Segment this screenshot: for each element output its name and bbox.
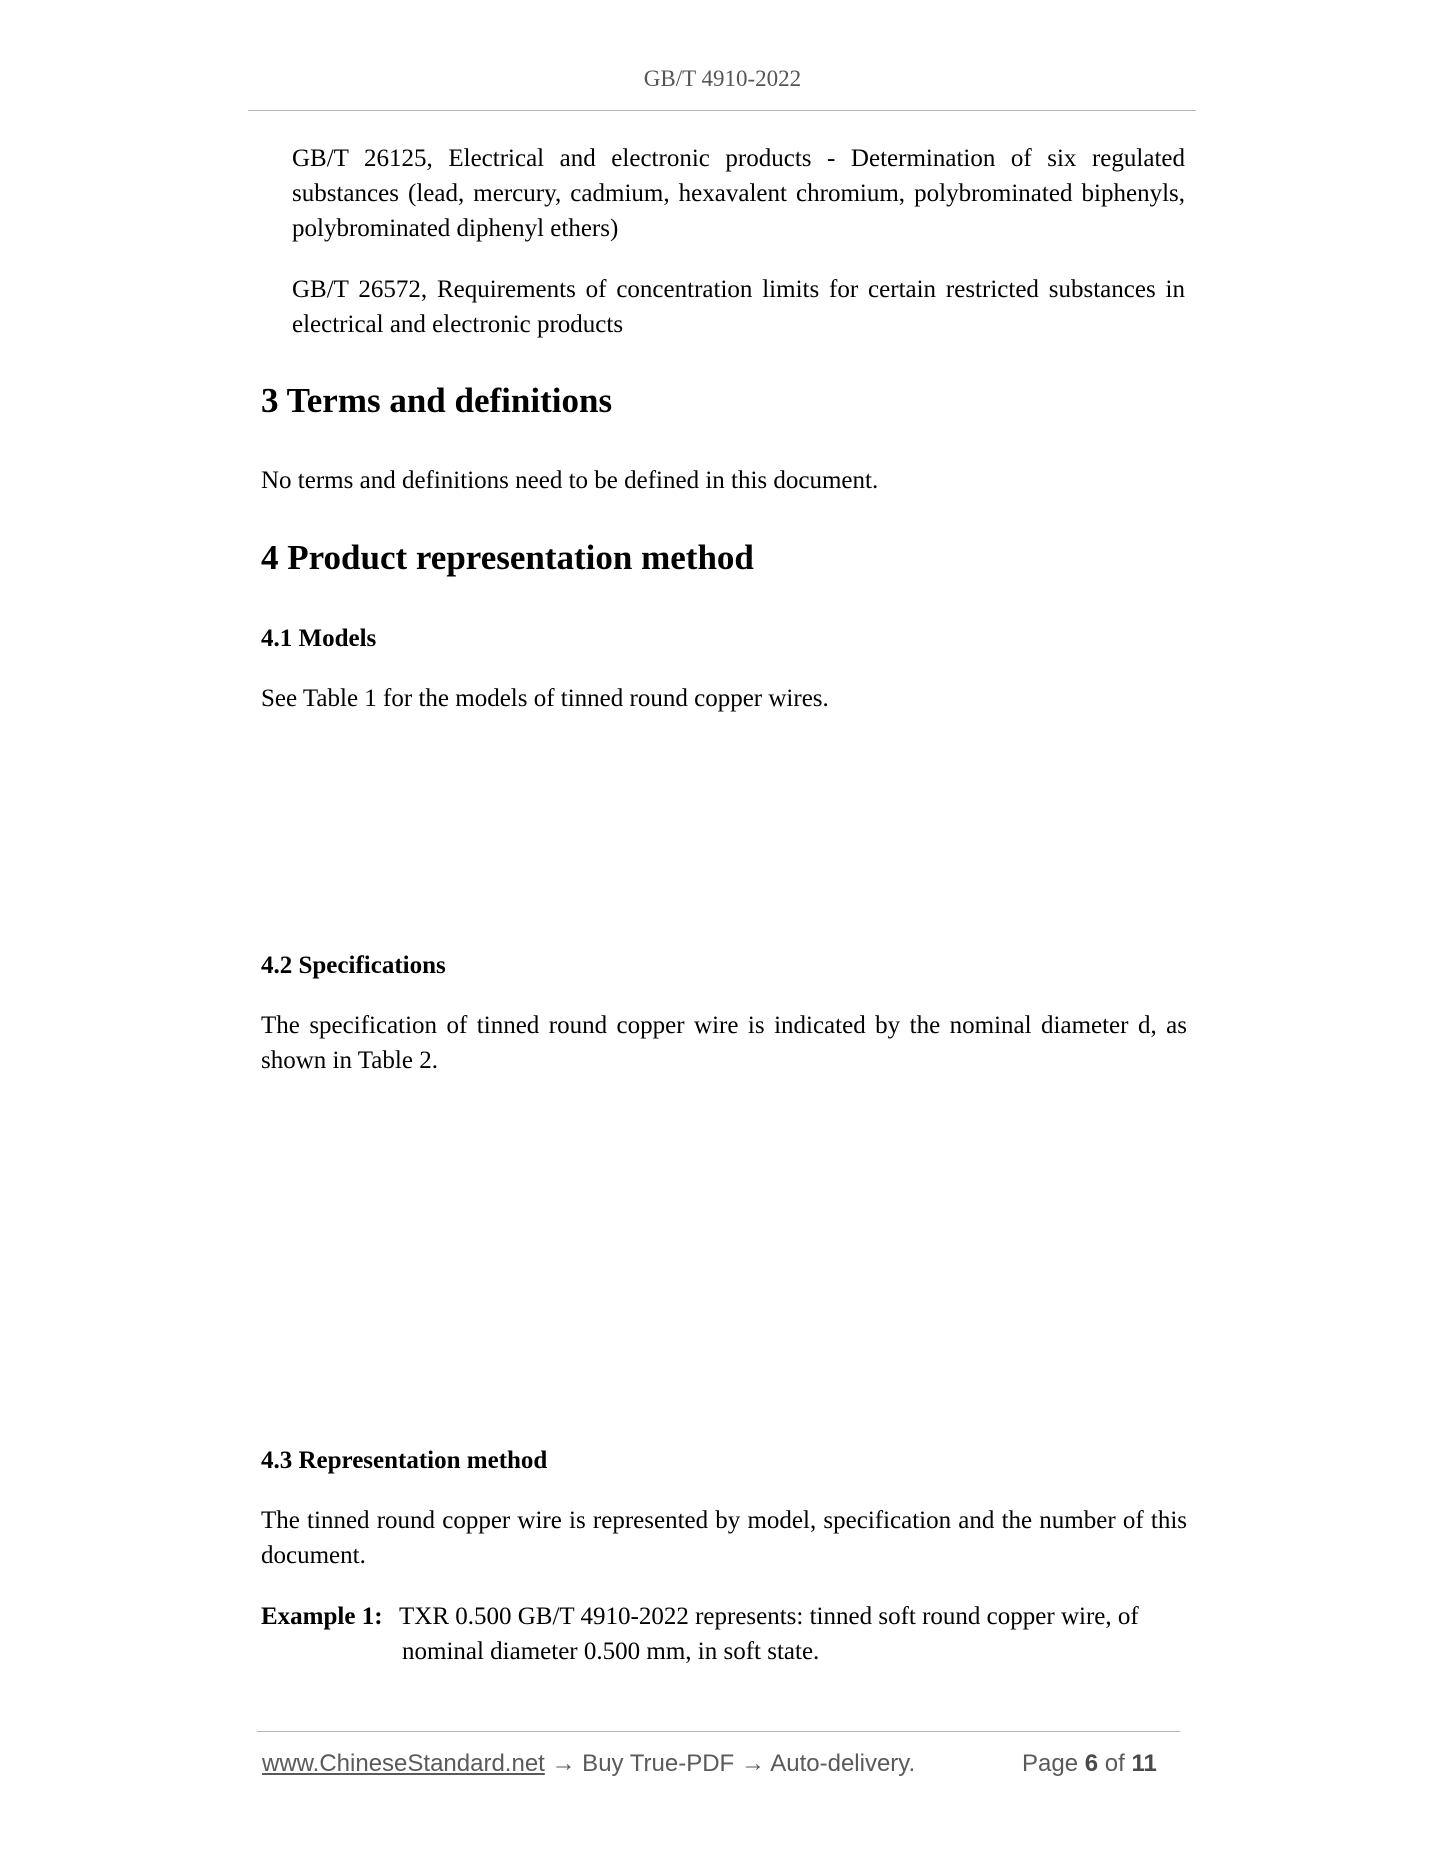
section-4-heading: 4 Product representation method xyxy=(261,538,754,577)
section-4-3-text: The tinned round copper wire is represented by model, specification and the number of this document. xyxy=(261,1507,1187,1569)
example-line-2: nominal diameter 0.500 mm, in soft state. xyxy=(402,1638,820,1665)
example-label: Example 1: xyxy=(261,1603,383,1630)
section-4-3-heading: 4.3 Representation method xyxy=(261,1447,548,1474)
footer-promo-text: → Buy True-PDF → Auto-delivery. xyxy=(544,1750,916,1777)
page-total: 11 xyxy=(1131,1750,1157,1777)
section-4-1-text: See Table 1 for the models of tinned round copper wires. xyxy=(261,685,829,712)
reference-gbt-26572: GB/T 26572, Requirements of concentration limits for certain restricted substances in electrical and electronic products xyxy=(292,276,1185,338)
page-current: 6 xyxy=(1084,1750,1099,1777)
example-line-1: TXR 0.500 GB/T 4910-2022 represents: tinned soft round copper wire, of xyxy=(399,1603,1139,1630)
page-of: of xyxy=(1104,1750,1125,1777)
section-4-2-heading: 4.2 Specifications xyxy=(261,952,446,979)
example-1 xyxy=(261,1599,1187,1669)
page-indicator xyxy=(1022,1748,1157,1780)
section-3-text: No terms and definitions need to be defined in this document. xyxy=(261,467,879,494)
reference-gbt-26125: GB/T 26125, Electrical and electronic products - Determination of six regulated substances (lead, mercury, cadmium, hexavalent chromium, polybrominated biphenyls, polybrominated diphenyl ethers) xyxy=(292,145,1185,242)
section-4-2-text: The specification of tinned round copper wire is indicated by the nominal diameter d, as shown in Table 2. xyxy=(261,1012,1187,1074)
page-label: Page xyxy=(1022,1750,1079,1777)
website-link[interactable]: www.ChineseStandard.net xyxy=(262,1750,545,1777)
footer-divider xyxy=(257,1731,1180,1732)
section-4-1-heading: 4.1 Models xyxy=(261,625,377,652)
running-header: GB/T 4910-2022 xyxy=(643,66,802,91)
header-divider xyxy=(248,110,1196,111)
footer-promo xyxy=(262,1748,915,1780)
section-3-heading: 3 Terms and definitions xyxy=(261,381,613,420)
